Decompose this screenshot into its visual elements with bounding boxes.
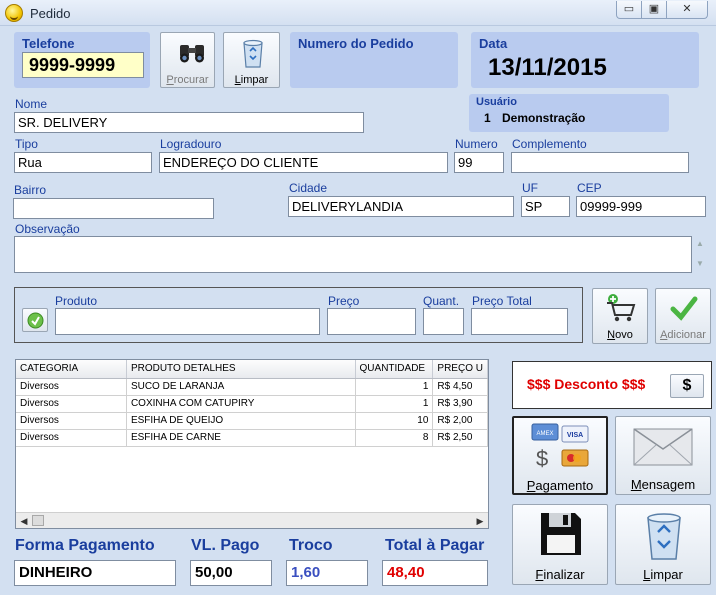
troco-label: Troco: [289, 537, 333, 554]
cell-categoria: Diversos: [16, 429, 126, 446]
novo-button[interactable]: [592, 288, 648, 344]
forma-pagamento-label: Forma Pagamento: [15, 537, 155, 554]
recycle-bin-icon: [644, 509, 684, 561]
quant-label: Quant.: [423, 294, 460, 308]
produto-input[interactable]: [55, 308, 320, 335]
scroll-up-icon[interactable]: ▲: [696, 239, 704, 248]
col-categoria[interactable]: CATEGORIA: [16, 360, 126, 378]
green-arrow-icon: [27, 312, 44, 329]
nome-input[interactable]: SR. DELIVERY: [14, 112, 364, 133]
recycle-bin-icon: [241, 37, 265, 69]
tipo-input[interactable]: Rua: [14, 152, 152, 173]
cell-produto: SUCO DE LARANJA: [126, 378, 355, 395]
pagamento-button[interactable]: [512, 416, 608, 495]
mensagem-caption: Mensagem: [630, 477, 696, 492]
cidade-label: Cidade: [289, 181, 328, 195]
complemento-label: Complemento: [512, 137, 587, 151]
numero-label: Numero: [455, 137, 498, 151]
visa-card-text: VISA: [566, 432, 584, 439]
envelope-icon: [632, 427, 694, 467]
table-row[interactable]: [16, 378, 488, 395]
data-value: 13/11/2015: [488, 54, 607, 81]
cell-quantidade: 8: [355, 429, 433, 446]
table-row[interactable]: [16, 412, 488, 429]
cell-quantidade: 10: [355, 412, 433, 429]
logradouro-input[interactable]: ENDEREÇO DO CLIENTE: [159, 152, 448, 173]
observacao-scrollbar[interactable]: [693, 237, 707, 273]
usuario-label: Usuário: [476, 96, 517, 108]
pagamento-caption: Pagamento: [526, 478, 594, 493]
produto-lookup-button[interactable]: [22, 308, 48, 332]
usuario-name: Demonstração: [502, 111, 586, 125]
binoculars-icon: [178, 41, 206, 63]
items-grid[interactable]: [15, 359, 489, 529]
maximize-button[interactable]: ▣: [641, 1, 667, 19]
preco-total-input[interactable]: [471, 308, 568, 335]
vl-pago-field[interactable]: 50,00: [190, 560, 272, 586]
novo-caption: Novo: [607, 329, 633, 341]
cell-produto: COXINHA COM CATUPIRY: [126, 395, 355, 412]
telefone-label: Telefone: [22, 36, 75, 51]
total-pagar-label: Total à Pagar: [385, 537, 485, 554]
logradouro-label: Logradouro: [160, 137, 222, 151]
shopping-cart-icon: [605, 293, 637, 323]
dollar-sign-text: $: [536, 446, 549, 471]
checkmark-icon: [670, 294, 698, 322]
total-pagar-field: 48,40: [382, 560, 488, 586]
grid-header-row: [16, 360, 488, 378]
scroll-thumb[interactable]: [32, 515, 44, 526]
cell-preco: R$ 4,50: [433, 378, 488, 395]
observacao-input[interactable]: [14, 236, 692, 273]
complemento-input[interactable]: [511, 152, 689, 173]
telefone-input[interactable]: 9999-9999: [22, 52, 144, 78]
col-preco-unitario[interactable]: PREÇO U: [433, 360, 488, 378]
scroll-down-icon[interactable]: ▼: [696, 259, 704, 268]
limpar-top-button[interactable]: [223, 32, 280, 88]
limpar-top-caption: Limpar: [234, 74, 269, 86]
troco-field: 1,60: [286, 560, 368, 586]
scroll-right-icon[interactable]: ▶: [476, 516, 484, 526]
procurar-caption: Procurar: [166, 74, 209, 86]
amex-card-text: AMEX: [536, 431, 554, 437]
nome-label: Nome: [15, 97, 48, 111]
quant-input[interactable]: [423, 308, 464, 335]
bairro-input[interactable]: [13, 198, 214, 219]
col-quantidade[interactable]: QUANTIDADE: [355, 360, 433, 378]
procurar-button[interactable]: [160, 32, 215, 88]
usuario-id: 1: [484, 111, 491, 125]
mensagem-button[interactable]: [615, 416, 711, 495]
bairro-label: Bairro: [14, 183, 47, 197]
data-label: Data: [479, 36, 508, 51]
preco-label: Preço: [328, 294, 360, 308]
payment-cards-icon: [528, 422, 594, 474]
table-row[interactable]: [16, 395, 488, 412]
uf-label: UF: [522, 181, 538, 195]
scroll-left-icon[interactable]: ◀: [20, 516, 28, 526]
observacao-label: Observação: [15, 222, 80, 236]
smiley-app-icon: [5, 4, 23, 22]
limpar-bottom-button[interactable]: [615, 504, 711, 585]
cep-label: CEP: [577, 181, 602, 195]
preco-total-label: Preço Total: [472, 294, 532, 308]
cell-quantidade: 1: [355, 395, 433, 412]
cep-input[interactable]: 09999-999: [576, 196, 706, 217]
cell-categoria: Diversos: [16, 395, 126, 412]
numero-pedido-label: Numero do Pedido: [298, 36, 414, 51]
cell-produto: ESFIHA DE QUEIJO: [126, 412, 355, 429]
cell-categoria: Diversos: [16, 412, 126, 429]
cell-categoria: Diversos: [16, 378, 126, 395]
desconto-label: $$$ Desconto $$$: [527, 376, 646, 392]
uf-input[interactable]: SP: [521, 196, 570, 217]
cell-preco: R$ 3,90: [433, 395, 488, 412]
desconto-button[interactable]: $: [670, 374, 704, 398]
tipo-label: Tipo: [15, 137, 38, 151]
adicionar-caption: Adicionar: [660, 329, 706, 341]
title-bar[interactable]: [0, 0, 716, 26]
finalizar-caption: Finalizar: [535, 567, 585, 582]
cidade-input[interactable]: DELIVERYLANDIA: [288, 196, 514, 217]
limpar-bottom-caption: Limpar: [643, 567, 683, 582]
produto-label: Produto: [55, 294, 98, 308]
forma-pagamento-field[interactable]: DINHEIRO: [14, 560, 176, 586]
table-row[interactable]: [16, 429, 488, 446]
preco-input[interactable]: [327, 308, 416, 335]
close-button[interactable]: ✕: [666, 1, 708, 19]
grid-horizontal-scrollbar[interactable]: [16, 512, 488, 528]
numero-input[interactable]: 99: [454, 152, 504, 173]
cell-produto: ESFIHA DE CARNE: [126, 429, 355, 446]
cell-quantidade: 1: [355, 378, 433, 395]
window-title: Pedido: [30, 6, 71, 21]
finalizar-button[interactable]: [512, 504, 608, 585]
vl-pago-label: VL. Pago: [191, 537, 260, 554]
adicionar-button[interactable]: [655, 288, 711, 344]
minimize-button[interactable]: ▭: [616, 1, 642, 19]
cell-preco: R$ 2,50: [433, 429, 488, 446]
cell-preco: R$ 2,00: [433, 412, 488, 429]
floppy-disk-icon: [539, 511, 583, 557]
col-produto-detalhes[interactable]: PRODUTO DETALHES: [126, 360, 355, 378]
